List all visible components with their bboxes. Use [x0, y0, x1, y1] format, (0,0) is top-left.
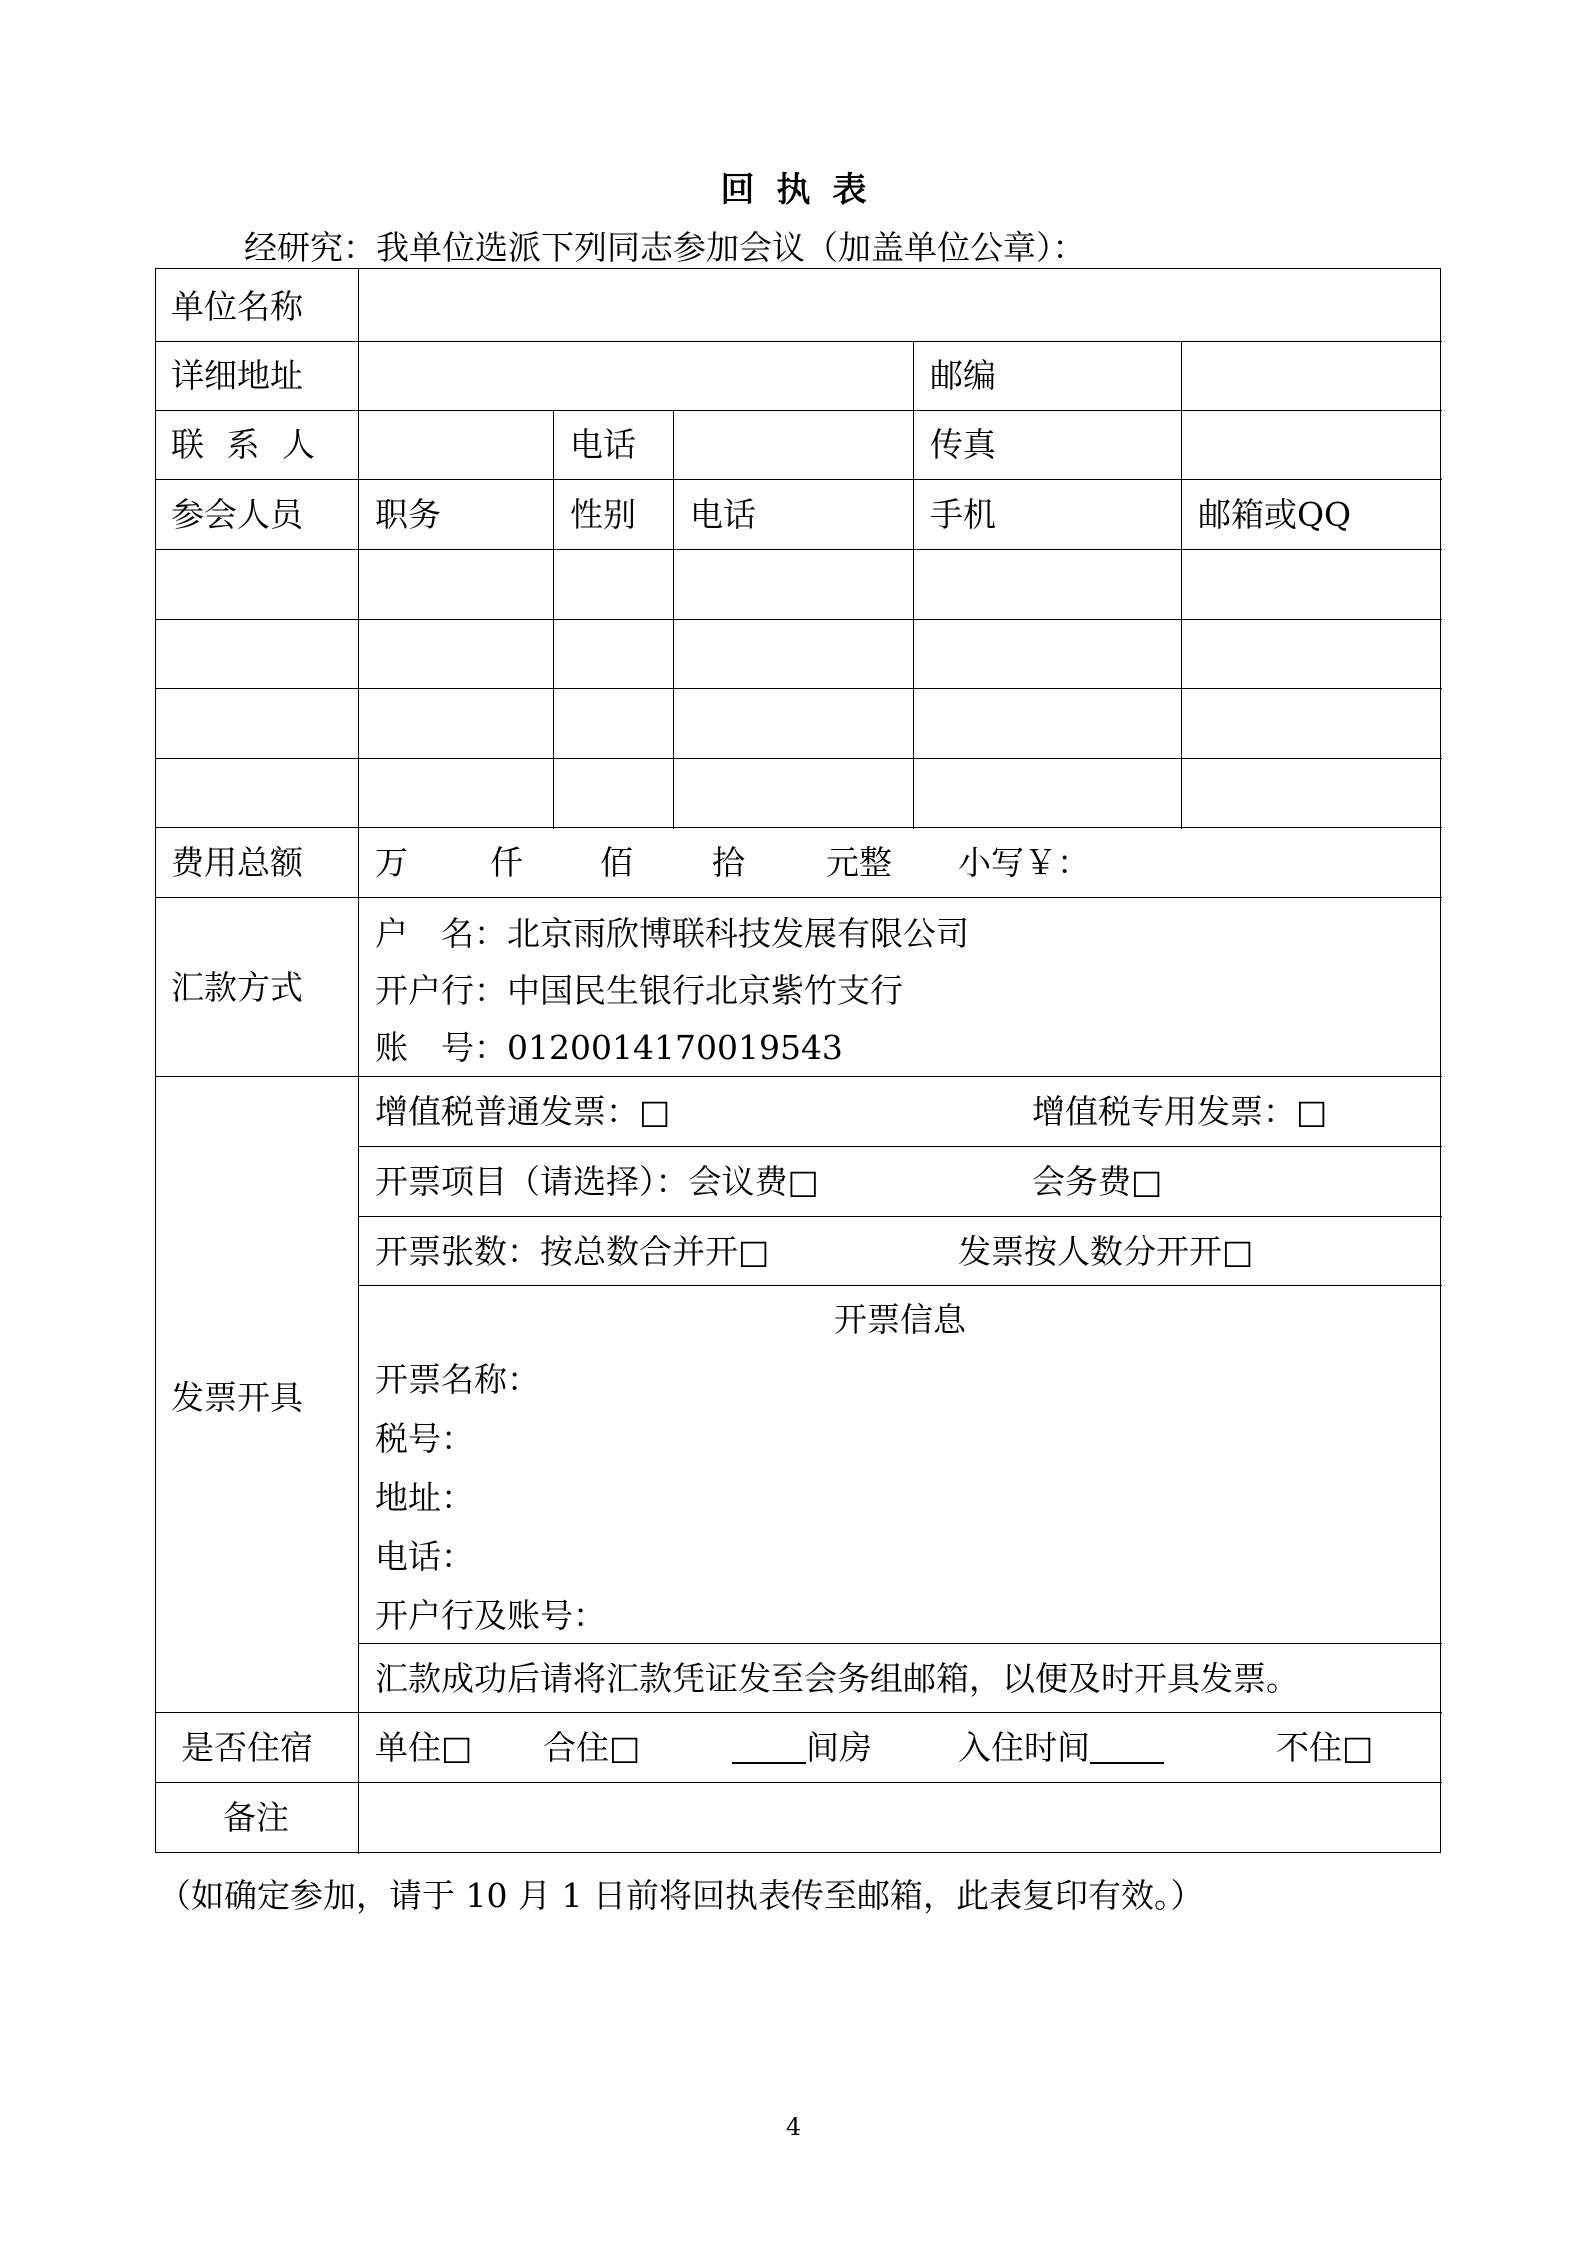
checkin-label: 入住时间 — [958, 1728, 1090, 1767]
remit-bank-line — [375, 971, 903, 1010]
reply-form-table — [155, 268, 1441, 1853]
fee-qian: 仟 — [490, 843, 523, 882]
label-phone: 电话 — [570, 425, 636, 464]
checkbox[interactable]: □ — [441, 1728, 473, 1767]
rooms-label: 间房 — [806, 1728, 872, 1767]
label-contact: 联 系 人 — [171, 425, 321, 464]
invoice-normal-vat — [375, 1092, 671, 1131]
invoice-field-bank: 开户行及账号： — [375, 1596, 606, 1635]
row-divider — [358, 1146, 1442, 1147]
col-divider — [1181, 341, 1182, 829]
title-char: 回 — [720, 170, 755, 210]
fee-small: 小写￥： — [958, 843, 1090, 882]
remit-account: 0120014170019543 — [507, 1028, 843, 1067]
label-postcode: 邮编 — [930, 356, 996, 395]
col-divider — [553, 410, 554, 829]
merged-label: 按总数合并开 — [540, 1232, 738, 1271]
service-fee-option — [1032, 1162, 1163, 1201]
invoice-item-label: 开票项目（请选择）： — [375, 1162, 689, 1201]
invoice-special-vat — [1032, 1092, 1328, 1131]
row-divider — [156, 1782, 1442, 1783]
per-person-label: 发票按人数分开开 — [958, 1232, 1222, 1271]
checkbox[interactable]: □ — [1222, 1232, 1254, 1271]
row-divider — [156, 619, 1442, 620]
checkbox[interactable]: □ — [1342, 1728, 1374, 1767]
row-divider — [156, 688, 1442, 689]
rooms-blank[interactable] — [732, 1732, 806, 1764]
remit-account-label: 账 号： — [375, 1028, 507, 1067]
row-divider — [358, 1216, 1442, 1217]
invoice-field-name: 开票名称： — [375, 1360, 540, 1399]
header-position: 职务 — [375, 495, 441, 534]
invoice-count-label: 开票张数： — [375, 1232, 540, 1271]
page-number: 4 — [785, 2113, 802, 2141]
remit-account-line — [375, 1028, 843, 1067]
fee-yuan: 元整 — [826, 843, 892, 882]
lodging-checkin — [958, 1728, 1164, 1767]
fee-shi: 拾 — [712, 843, 745, 882]
lodging-none — [1276, 1728, 1374, 1767]
header-email-qq: 邮箱或QQ — [1198, 495, 1352, 534]
invoice-normal-vat-label: 增值税普通发票： — [375, 1092, 639, 1131]
checkbox[interactable]: □ — [787, 1162, 819, 1201]
label-remarks: 备注 — [223, 1798, 289, 1837]
remit-bank-label: 开户行： — [375, 971, 507, 1010]
row-divider — [358, 1285, 1442, 1286]
invoice-count-line — [375, 1232, 770, 1271]
row-divider — [156, 1076, 1442, 1077]
remit-name-line — [375, 914, 969, 953]
header-mobile: 手机 — [930, 495, 996, 534]
label-unit-name: 单位名称 — [171, 287, 303, 326]
lodging-shared-label: 合住 — [543, 1728, 609, 1767]
invoice-item-line — [375, 1162, 819, 1201]
lodging-single — [375, 1728, 473, 1767]
checkbox[interactable]: □ — [738, 1232, 770, 1271]
label-fee-total: 费用总额 — [171, 843, 303, 882]
col-divider — [913, 341, 914, 829]
invoice-field-phone: 电话： — [375, 1537, 474, 1576]
row-divider — [156, 410, 1442, 411]
footnote: （如确定参加，请于 10 月 1 日前将回执表传至邮箱，此表复印有效。） — [158, 1876, 1204, 1915]
label-attendees: 参会人员 — [171, 495, 303, 534]
row-divider — [156, 827, 1442, 828]
label-address: 详细地址 — [171, 356, 303, 395]
page-title — [0, 162, 1587, 211]
label-lodging: 是否住宿 — [181, 1728, 313, 1767]
col-divider — [673, 410, 674, 829]
checkbox[interactable]: □ — [1296, 1092, 1328, 1131]
row-divider — [156, 897, 1442, 898]
row-divider — [156, 1712, 1442, 1713]
title-char: 表 — [832, 170, 867, 210]
checkbox[interactable]: □ — [1131, 1162, 1163, 1201]
invoice-notice: 汇款成功后请将汇款凭证发至会务组邮箱，以便及时开具发票。 — [375, 1659, 1299, 1698]
row-divider — [358, 1643, 1442, 1644]
service-fee-label: 会务费 — [1032, 1162, 1131, 1201]
invoice-field-address: 地址： — [375, 1478, 474, 1517]
label-invoice: 发票开具 — [171, 1378, 303, 1417]
meeting-fee-label: 会议费 — [688, 1162, 788, 1201]
lodging-rooms — [732, 1728, 872, 1767]
invoice-special-vat-label: 增值税专用发票： — [1032, 1092, 1296, 1131]
fee-bai: 佰 — [600, 843, 633, 882]
row-divider — [156, 549, 1442, 550]
label-remit: 汇款方式 — [171, 968, 303, 1007]
per-person-option — [958, 1232, 1254, 1271]
row-divider — [156, 479, 1442, 480]
row-divider — [156, 341, 1442, 342]
lodging-none-label: 不住 — [1276, 1728, 1342, 1767]
checkin-blank[interactable] — [1090, 1732, 1164, 1764]
label-fax: 传真 — [930, 425, 996, 464]
remit-name: 北京雨欣博联科技发展有限公司 — [507, 914, 969, 953]
fee-wan: 万 — [375, 843, 408, 882]
row-divider — [156, 758, 1442, 759]
header-gender: 性别 — [570, 495, 636, 534]
remit-bank: 中国民生银行北京紫竹支行 — [507, 971, 903, 1010]
checkbox[interactable]: □ — [639, 1092, 671, 1131]
remit-name-label: 户 名： — [375, 914, 507, 953]
lodging-shared — [543, 1728, 641, 1767]
col-divider — [358, 269, 359, 1854]
invoice-field-tax-id: 税号： — [375, 1419, 474, 1458]
invoice-info-title: 开票信息 — [834, 1300, 966, 1339]
lodging-single-label: 单住 — [375, 1728, 441, 1767]
header-phone: 电话 — [690, 495, 756, 534]
intro-text: 经研究：我单位选派下列同志参加会议（加盖单位公章）： — [244, 228, 1086, 267]
title-char: 执 — [776, 170, 811, 210]
checkbox[interactable]: □ — [609, 1728, 641, 1767]
